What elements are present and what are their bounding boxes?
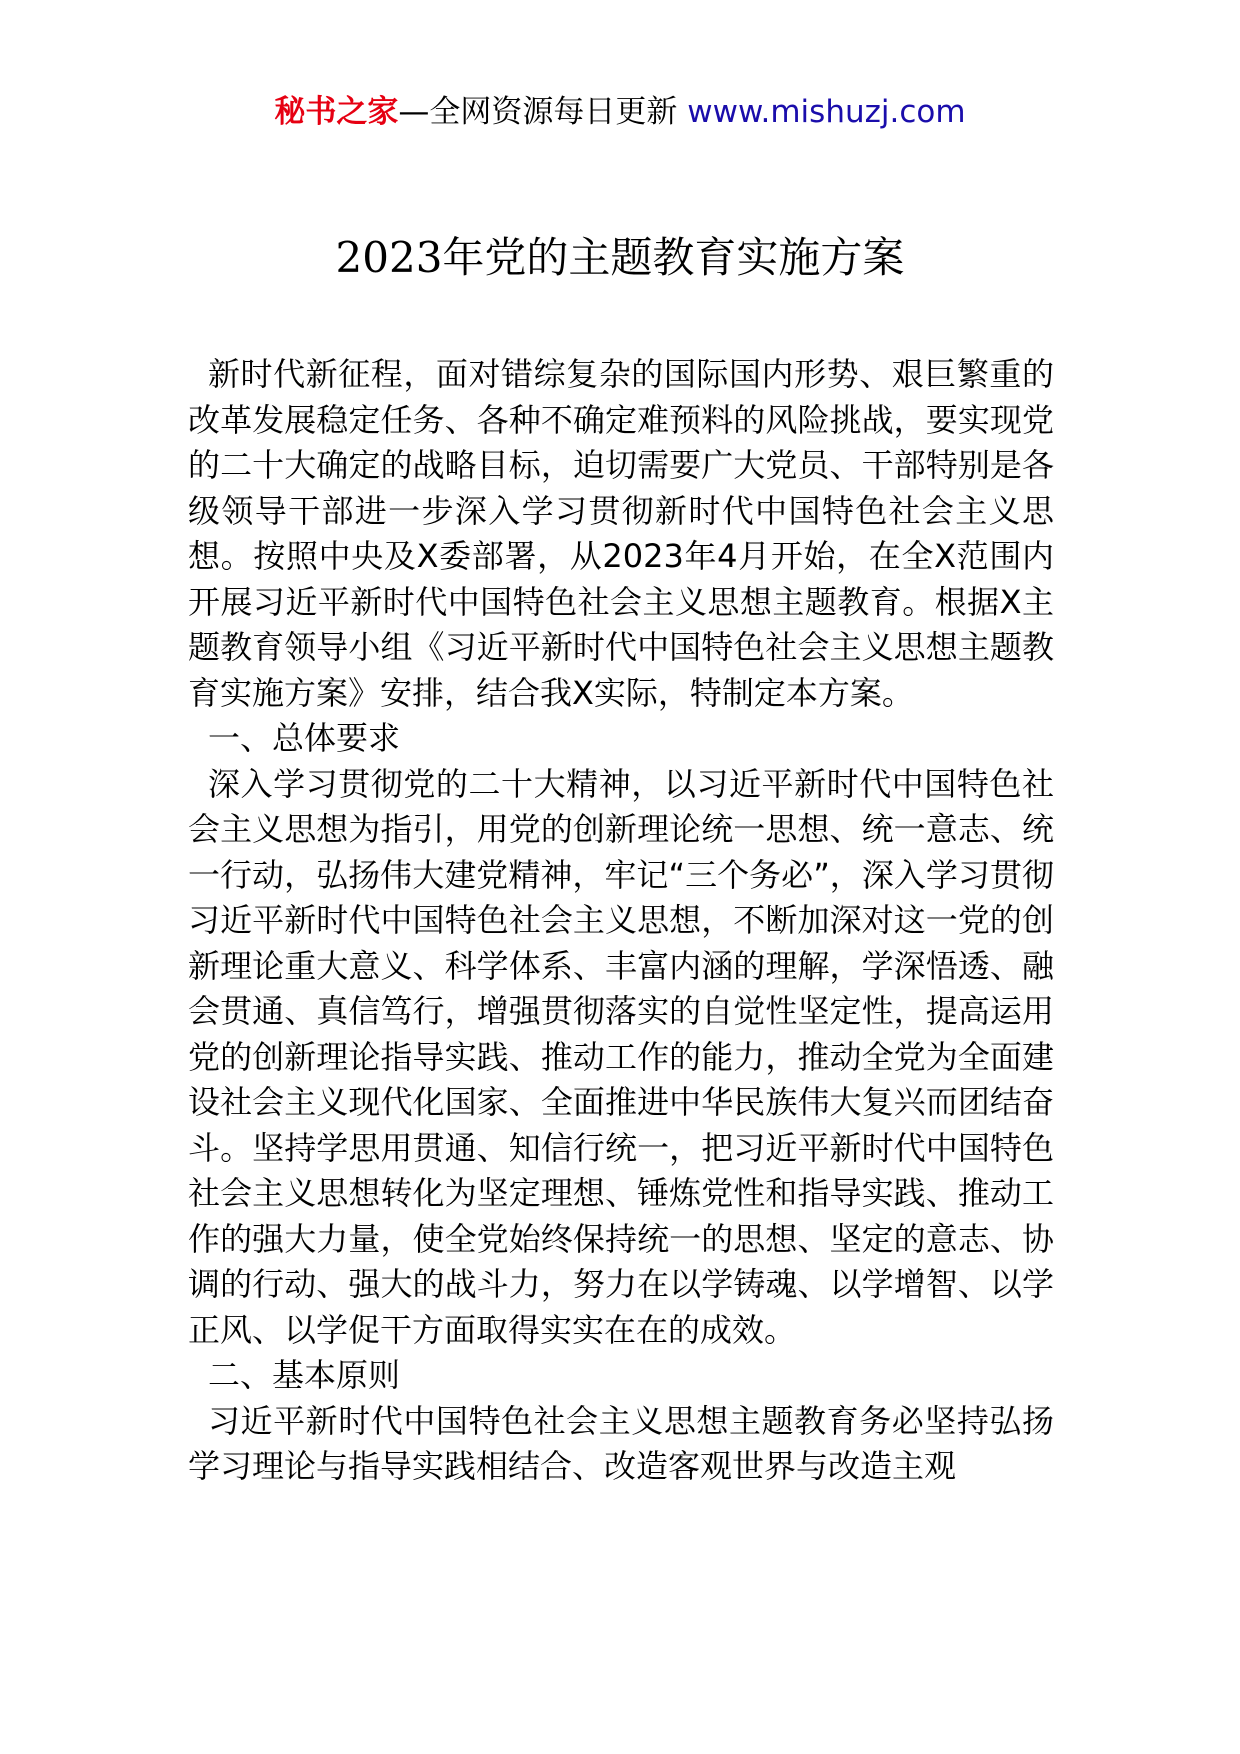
document-title: 2023年党的主题教育实施方案 — [335, 233, 905, 282]
general-requirements-paragraph: 深入学习贯彻党的二十大精神，以习近平新时代中国特色社会主义思想为指引，用党的创新理论统一思想、统一意志、统一行动，弘扬伟大建党精神，牢记“三个务必”，深入学习贯彻习近平新时代中国特色社会主义思想，不断加深对这一党的创新理论重大意义、科学体系、丰富内涵的理解，学深悟透、融会贯通、真信笃行，增强贯彻落实的自觉性坚定性，提高运用党的创新理论指导实践、推动工作的能力，推动全党为全面建设社会主义现代化国家、全面推进中华民族伟大复兴而团结奋斗。坚持学思用贯通、知信行统一，把习近平新时代中国特色社会主义思想转化为坚定理想、锤炼党性和指导实践、推动工作的强大力量，使全党始终保持统一的思想、坚定的意志、协调的行动、强大的战斗力，努力在以学铸魂、以学增智、以学正风、以学促干方面取得实实在在的成效。 — [188, 764, 1054, 1349]
header-tagline: —全网资源每日更新 — [398, 94, 688, 130]
site-header — [0, 92, 1240, 132]
site-url-link[interactable]: www.mishuzj.com — [687, 94, 966, 130]
intro-paragraph: 新时代新征程，面对错综复杂的国际国内形势、艰巨繁重的改革发展稳定任务、各种不确定难预料的风险挑战，要实现党的二十大确定的战略目标，迫切需要广大党员、干部特别是各级领导干部进一步深入学习贯彻新时代中国特色社会主义思想。按照中央及X委部署，从2023年4月开始，在全X范围内开展习近平新时代中国特色社会主义思想主题教育。根据X主题教育领导小组《习近平新时代中国特色社会主义思想主题教育实施方案》安排，结合我X实际，特制定本方案。 — [188, 355, 1054, 712]
section-heading-general-requirements: 一、总体要求 — [208, 719, 401, 757]
section-heading-basic-principles: 二、基本原则 — [208, 1356, 401, 1394]
document-body — [188, 352, 1054, 1490]
brand-name: 秘书之家 — [274, 94, 399, 130]
basic-principles-paragraph: 习近平新时代中国特色社会主义思想主题教育务必坚持弘扬学习理论与指导实践相结合、改造客观世界与改造主观 — [188, 1401, 1054, 1485]
